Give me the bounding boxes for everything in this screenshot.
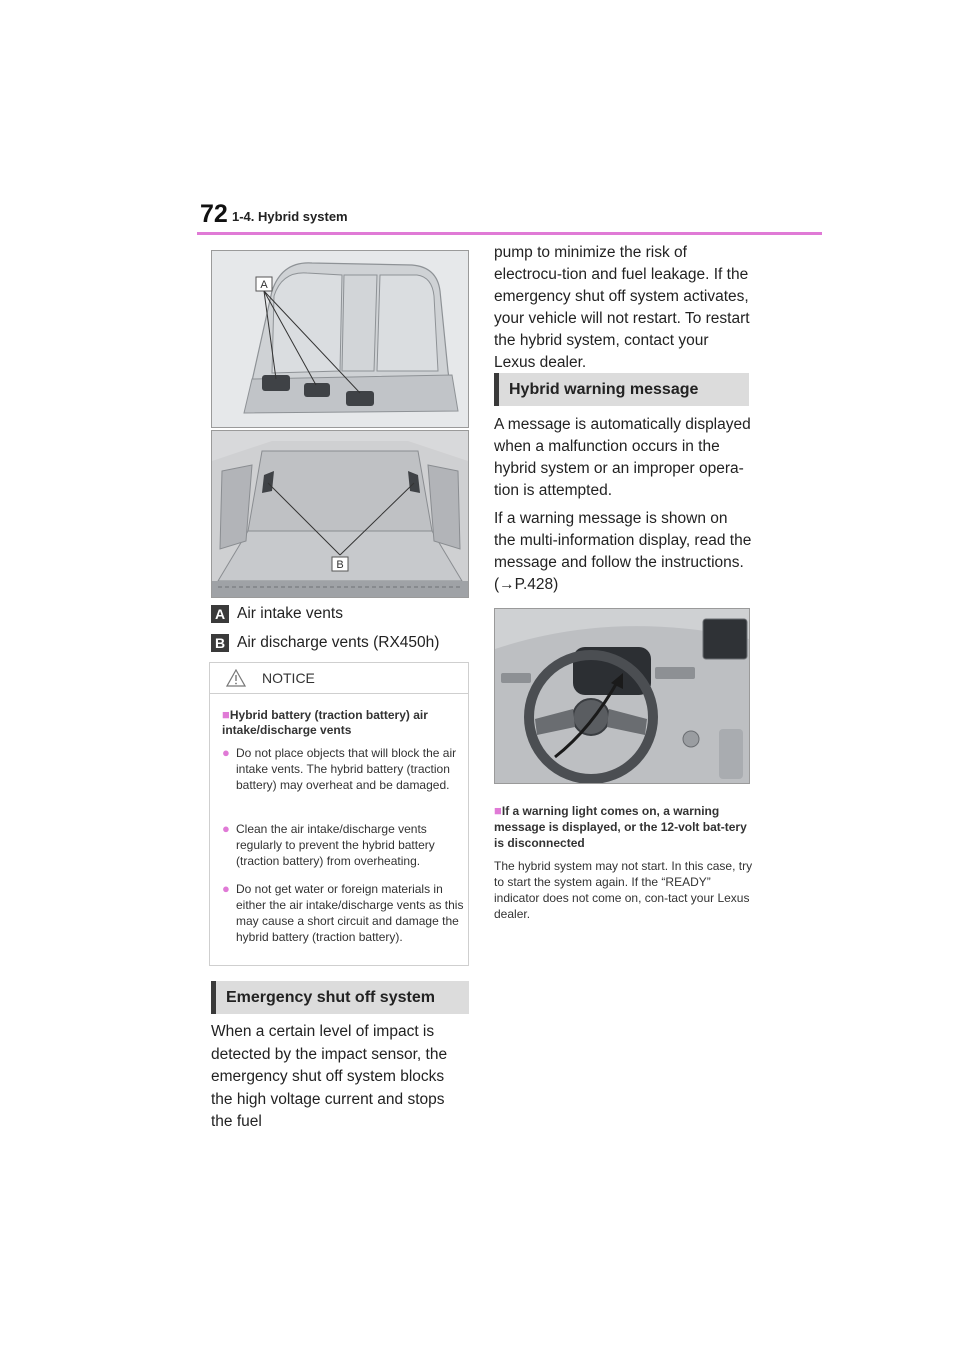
dashboard-illustration bbox=[495, 609, 749, 783]
figure-dashboard bbox=[494, 608, 750, 784]
warning-triangle-icon bbox=[226, 669, 246, 687]
header-rule bbox=[197, 232, 822, 235]
square-bullet-icon: ■ bbox=[494, 803, 502, 818]
notice-header bbox=[210, 663, 468, 694]
notice-title: NOTICE bbox=[262, 670, 315, 686]
callout-label-a: A bbox=[260, 279, 268, 291]
warning-heading: Hybrid warning message bbox=[494, 373, 749, 406]
notice-bullet-2: ● Clean the air intake/discharge vents regularly to prevent the hybrid battery (traction battery) from overheating. bbox=[222, 821, 435, 868]
emergency-heading: Emergency shut off system bbox=[211, 981, 469, 1014]
page-number: 72 bbox=[200, 200, 228, 228]
warning-paragraph-2: If a warning message is shown on the multi-information display, read the message and follow the instructions. (→P.428) bbox=[494, 510, 752, 593]
figure-cargo-area bbox=[211, 430, 469, 598]
notice-box bbox=[209, 662, 469, 966]
section-title: 1-4. Hybrid system bbox=[232, 209, 348, 224]
emergency-body-right: pump to minimize the risk of electrocu-tion and fuel leakage. If the emergency shut off system activates, your vehicle will not restart. To restart the hybrid system, contact your Lexus dealer. bbox=[494, 244, 750, 371]
notice-bullet-3: ● Do not get water or foreign materials in either the air intake/discharge vents as this may cause a short circuit and damage the hybrid battery (traction battery). bbox=[222, 881, 464, 944]
round-bullet-icon: ● bbox=[222, 821, 230, 836]
notice-subheading: ■Hybrid battery (traction battery) air intake/discharge vents bbox=[222, 707, 428, 737]
callout-label-b: B bbox=[336, 559, 344, 571]
warning-note: The hybrid system may not start. In this case, try to start the system again. If the “READY” indicator does not come on, con-tact your Lexus dealer. bbox=[494, 859, 753, 921]
legend-key-b: B bbox=[211, 634, 229, 652]
round-bullet-icon: ● bbox=[222, 745, 230, 760]
warning-subheading: ■If a warning light comes on, a warning message is displayed, or the 12-volt bat-tery is disconnected bbox=[494, 803, 747, 850]
round-bullet-icon: ● bbox=[222, 881, 230, 896]
legend-row-b bbox=[211, 634, 439, 652]
legend-key-a: A bbox=[211, 605, 229, 623]
notice-bullet-1: ● Do not place objects that will block the air intake vents. The hybrid battery (traction battery) may overheat and be damaged. bbox=[222, 745, 457, 792]
cargo-area-illustration bbox=[212, 431, 468, 597]
legend-row-a bbox=[211, 605, 343, 623]
legend-text-a: Air intake vents bbox=[237, 605, 343, 622]
warning-paragraph-1: A message is automatically displayed when a malfunction occurs in the hybrid system or an improper opera-tion is attempted. bbox=[494, 416, 751, 499]
legend-text-b: Air discharge vents (RX450h) bbox=[237, 634, 440, 651]
figure-rear-seats bbox=[211, 250, 469, 428]
emergency-body-left: When a certain level of impact is detected by the impact sensor, the emergency shut off system blocks the high voltage current and stops the fuel bbox=[211, 1023, 448, 1130]
square-bullet-icon: ■ bbox=[222, 707, 230, 722]
rear-seats-illustration bbox=[212, 251, 468, 427]
